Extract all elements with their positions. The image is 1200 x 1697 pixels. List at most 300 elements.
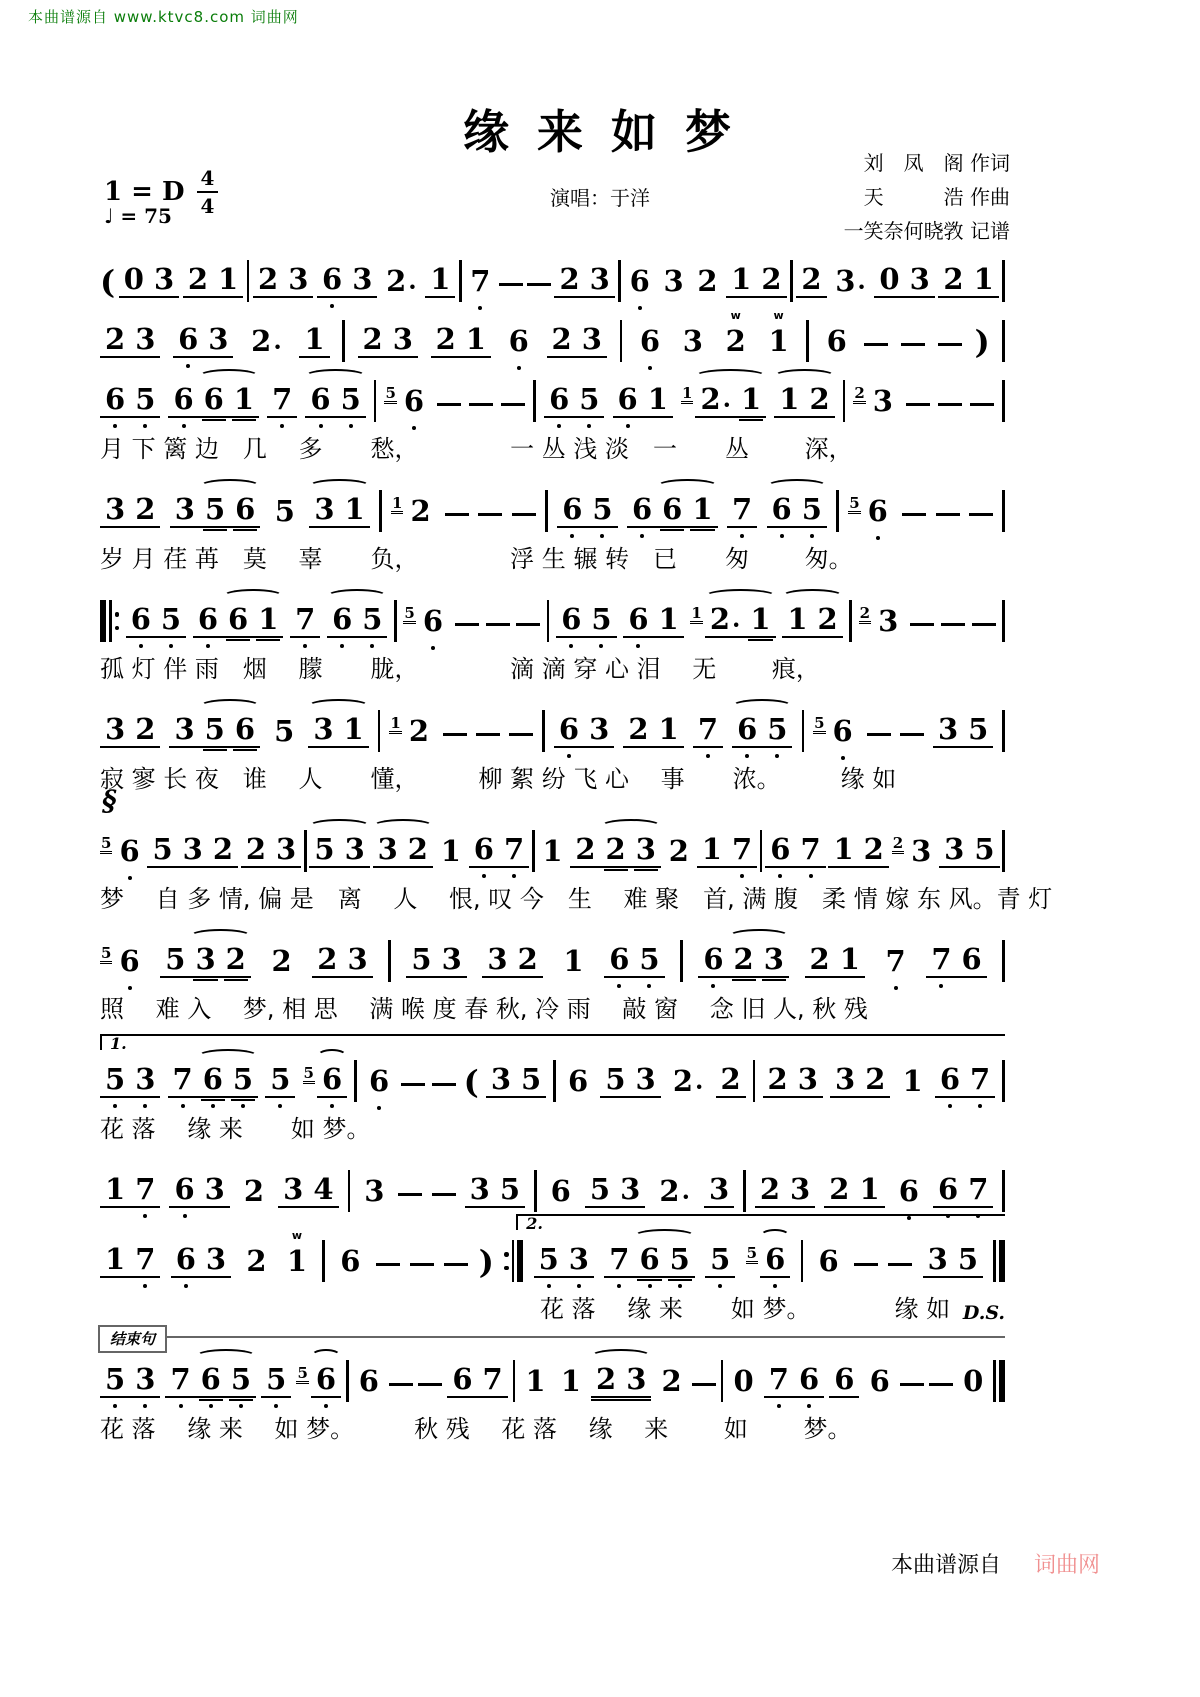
note xyxy=(340,832,370,866)
note-group xyxy=(296,1362,341,1398)
bl xyxy=(790,260,793,302)
duration-dash xyxy=(476,733,500,737)
note xyxy=(178,832,208,866)
note-digit: 5 xyxy=(152,832,173,866)
note-digit: 5 xyxy=(165,942,186,976)
note-digit: 3 xyxy=(635,832,656,866)
beam-group xyxy=(570,832,661,868)
volta-bracket xyxy=(100,1034,1005,1053)
note xyxy=(309,832,339,866)
barline xyxy=(790,260,793,298)
note xyxy=(359,1174,389,1208)
duration-dash xyxy=(499,283,523,287)
note-digit: 2 xyxy=(863,832,884,866)
note-group xyxy=(100,492,160,528)
note xyxy=(613,382,643,416)
note-digit: 5 xyxy=(270,1062,291,1096)
note xyxy=(169,712,199,746)
dal-segno-label: D.S. xyxy=(962,1302,1005,1324)
notation-row xyxy=(100,1162,1005,1211)
note-digit: 2 xyxy=(659,1174,680,1208)
note-digit: 1 xyxy=(740,382,762,416)
note xyxy=(767,492,797,526)
note-group xyxy=(391,494,436,528)
beam-group xyxy=(554,262,614,298)
beam-group xyxy=(317,262,377,298)
note-digit: 2 xyxy=(407,832,428,866)
low-octave-dot xyxy=(600,534,604,538)
low-octave-dot xyxy=(319,424,323,428)
beam-group xyxy=(246,324,287,361)
note-digit: 0 xyxy=(123,262,144,296)
duration-dash xyxy=(972,623,996,627)
note-digit: 6 xyxy=(175,1242,196,1276)
parenthesis: ) xyxy=(478,1243,494,1281)
note xyxy=(100,1362,130,1396)
duration-dash xyxy=(478,513,502,517)
note xyxy=(604,1242,634,1276)
bottom-watermark-text: 本曲谱源自 xyxy=(890,1553,1001,1578)
low-octave-dot xyxy=(617,1284,621,1288)
duration-dash xyxy=(389,1383,413,1387)
note-digit: 5 xyxy=(499,1172,520,1206)
note xyxy=(793,1062,823,1096)
note-group xyxy=(556,1364,586,1398)
note xyxy=(126,602,156,636)
bl xyxy=(1002,1170,1005,1212)
note-digit: 7 xyxy=(170,1362,191,1396)
barline xyxy=(547,600,550,638)
barline xyxy=(743,1170,746,1208)
note-digit: 6 xyxy=(898,1174,919,1208)
bl th xyxy=(999,1240,1005,1282)
slur-arc xyxy=(732,699,792,713)
note-digit: 0 xyxy=(879,262,900,296)
beam-group xyxy=(716,1062,746,1098)
note xyxy=(656,1364,686,1398)
note xyxy=(171,1242,201,1276)
note-group xyxy=(544,382,604,418)
note xyxy=(556,1364,586,1398)
note xyxy=(516,1062,546,1096)
note-group xyxy=(767,492,827,528)
note-group xyxy=(100,1172,160,1208)
note xyxy=(461,322,491,356)
duration-dash xyxy=(501,403,525,407)
note xyxy=(317,262,347,296)
beam-group xyxy=(354,1364,384,1398)
beam-group xyxy=(732,712,792,748)
bl xyxy=(801,1240,804,1282)
note xyxy=(100,1242,130,1276)
note-digit: 3 xyxy=(352,262,373,296)
duration-dash xyxy=(509,733,533,737)
low-octave-dot xyxy=(278,1104,282,1108)
beam-group xyxy=(312,942,372,978)
note-digit: 1 xyxy=(525,1364,546,1398)
notation-row xyxy=(100,372,1005,418)
note xyxy=(692,264,722,298)
note-digit: 2 xyxy=(105,322,126,356)
note-digit: 5 xyxy=(274,714,295,748)
note-digit: 6 xyxy=(826,324,847,358)
beam-group xyxy=(267,382,297,418)
note-group xyxy=(403,604,448,638)
beam-group xyxy=(625,264,655,298)
low-octave-dot xyxy=(113,424,117,428)
note-group xyxy=(126,602,186,638)
note-digit: 2 xyxy=(661,1364,682,1398)
note-digit: 5 xyxy=(314,832,335,866)
note-group xyxy=(813,714,858,748)
note xyxy=(213,262,243,296)
low-octave-dot xyxy=(640,534,644,538)
note xyxy=(687,492,717,526)
mordent-icon: w xyxy=(291,1229,303,1242)
lyrics-row: 岁 月 荏 苒 莫 辜 负， 浮 生 辗 转 已 匆 匆。 xyxy=(100,545,853,573)
note-group xyxy=(119,262,179,298)
note-digit: 0 xyxy=(963,1364,984,1398)
beam-group xyxy=(558,944,588,978)
note-digit: 6 xyxy=(939,1062,961,1096)
note-digit: 6 xyxy=(609,942,630,976)
note-digit: 1 xyxy=(465,322,486,356)
low-octave-dot xyxy=(143,1404,147,1408)
note-digit: 3 xyxy=(208,322,229,356)
augmentation-dot: · xyxy=(273,331,282,361)
note xyxy=(736,382,766,416)
beam-group xyxy=(824,1172,884,1208)
low-octave-dot xyxy=(740,534,744,538)
note-digit: 6 xyxy=(703,942,724,976)
note xyxy=(465,264,495,298)
note-digit: 3 xyxy=(581,322,602,356)
repeat-dots xyxy=(115,612,120,630)
note-digit: 7 xyxy=(135,1172,156,1206)
note xyxy=(183,262,213,296)
note-digit: 1 xyxy=(344,492,365,526)
note xyxy=(130,712,160,746)
beam-group xyxy=(114,834,144,868)
beam-group xyxy=(100,1242,160,1278)
note-digit: 2 xyxy=(551,322,572,356)
verse-line-2 xyxy=(100,482,1005,578)
note-group xyxy=(171,1242,231,1278)
note xyxy=(654,602,684,636)
beam-group xyxy=(705,1242,735,1278)
barline xyxy=(849,600,852,638)
beam-group xyxy=(865,1364,895,1398)
note xyxy=(165,1362,195,1396)
credits-block xyxy=(844,146,1010,248)
barline xyxy=(1002,260,1005,298)
low-octave-dot xyxy=(211,1104,215,1108)
beam-group xyxy=(764,309,794,358)
slur-arc xyxy=(695,369,766,383)
note-digit: 2 xyxy=(575,832,596,866)
grace-note: 2 xyxy=(892,834,904,852)
low-octave-dot xyxy=(807,1404,811,1408)
bridge-line-2 xyxy=(100,932,1005,1028)
note-group xyxy=(933,712,993,748)
note-group xyxy=(600,1062,660,1098)
note-digit: 1 xyxy=(859,1172,880,1206)
beam-group xyxy=(668,1064,709,1101)
brand-link[interactable]: 词曲网 xyxy=(1033,1553,1100,1578)
beam-group xyxy=(813,1244,843,1278)
barline xyxy=(532,830,535,868)
note xyxy=(230,712,260,746)
note xyxy=(657,492,687,526)
slur-arc xyxy=(705,589,776,603)
barline xyxy=(304,830,307,868)
note-group xyxy=(241,1244,271,1278)
beam-group xyxy=(828,832,888,868)
bl xyxy=(721,1360,724,1402)
bl xyxy=(304,830,307,872)
duration-dash xyxy=(469,403,493,407)
note xyxy=(168,382,198,416)
note-group xyxy=(635,324,665,358)
duration-dash xyxy=(432,1083,456,1087)
bl xyxy=(743,1170,746,1212)
note xyxy=(830,264,871,301)
low-octave-dot xyxy=(128,876,132,880)
duration-dash xyxy=(455,623,479,627)
bl xyxy=(753,1060,756,1102)
notation-row xyxy=(100,252,1005,301)
bl xyxy=(513,1360,516,1402)
note-digit: 3 xyxy=(663,264,684,298)
note xyxy=(482,942,512,976)
bl xyxy=(1002,1060,1005,1102)
barline xyxy=(513,1360,516,1398)
note-group xyxy=(830,1062,890,1098)
note-group xyxy=(406,942,466,978)
low-octave-dot xyxy=(113,1404,117,1408)
note-digit: 3 xyxy=(182,832,203,866)
note xyxy=(436,834,466,868)
beam-group xyxy=(266,944,296,978)
note xyxy=(764,1362,794,1396)
note-digit: 5 xyxy=(232,1062,254,1096)
note-digit: 6 xyxy=(119,834,140,868)
note-digit: 1 xyxy=(440,834,461,868)
barline xyxy=(802,710,805,748)
low-octave-dot xyxy=(143,424,147,428)
low-octave-dot xyxy=(648,366,652,370)
note xyxy=(591,1362,621,1396)
grace-note: 1 xyxy=(691,604,702,622)
note-group xyxy=(554,712,614,748)
note-group xyxy=(160,942,251,978)
note xyxy=(601,832,631,866)
note xyxy=(697,832,727,866)
bl xyxy=(1002,600,1005,642)
beam-group xyxy=(767,492,827,528)
note xyxy=(198,1062,228,1096)
note xyxy=(762,712,792,746)
note xyxy=(704,1172,734,1206)
volta-label: 1. xyxy=(110,1034,127,1053)
note xyxy=(813,602,843,636)
note xyxy=(785,1172,815,1206)
note-digit: 6 xyxy=(202,1062,223,1096)
note xyxy=(347,262,377,296)
note xyxy=(130,382,160,416)
note-digit: 6 xyxy=(867,494,888,528)
low-octave-dot xyxy=(557,424,561,428)
mordent-icon: w xyxy=(773,309,784,322)
beam-group xyxy=(160,942,251,978)
bl xyxy=(533,380,536,422)
barline xyxy=(1002,1170,1005,1208)
note-digit: 5 xyxy=(591,602,612,636)
note xyxy=(534,1242,564,1276)
note-group xyxy=(170,492,261,528)
note xyxy=(327,602,357,636)
low-octave-dot xyxy=(647,984,651,988)
note-group xyxy=(585,1172,645,1208)
note-group xyxy=(290,602,320,638)
note-digit: 0 xyxy=(733,1364,754,1398)
note xyxy=(317,1062,347,1096)
bl xyxy=(849,600,852,642)
low-octave-dot xyxy=(431,646,435,650)
note xyxy=(759,942,789,976)
note-digit: 6 xyxy=(765,1242,786,1276)
note xyxy=(600,1062,630,1096)
note xyxy=(813,1244,843,1278)
note xyxy=(190,942,220,976)
note xyxy=(829,1362,859,1396)
note-group xyxy=(267,382,297,418)
note-digit: 3 xyxy=(911,834,932,868)
note-group xyxy=(504,324,534,358)
beam-group xyxy=(923,1242,983,1278)
grace-note: 5 xyxy=(814,714,825,732)
beam-group xyxy=(504,324,534,358)
note xyxy=(388,322,418,356)
beam-group xyxy=(168,382,259,418)
beam-group xyxy=(805,942,865,978)
note-group xyxy=(774,382,834,418)
note-group xyxy=(623,712,683,748)
note-digit: 7 xyxy=(731,832,753,866)
note xyxy=(308,1172,338,1206)
note-group xyxy=(261,1362,291,1398)
note xyxy=(354,1364,384,1398)
barline xyxy=(1002,710,1005,748)
beam-group xyxy=(114,944,144,978)
note xyxy=(705,1242,735,1276)
lyrics-row: 花 落 缘 来 如 梦。 秋 残 花 落 缘 来 如 梦。 xyxy=(100,1415,852,1443)
bl xyxy=(545,490,548,532)
low-octave-dot xyxy=(143,1104,147,1108)
beam-group xyxy=(933,712,993,748)
note-digit: 6 xyxy=(235,492,256,526)
beam-group xyxy=(664,834,694,868)
bl xyxy=(806,320,809,362)
note xyxy=(271,832,301,866)
low-octave-dot xyxy=(636,644,640,648)
note-group xyxy=(604,942,664,978)
duration-dash xyxy=(867,733,891,737)
note xyxy=(130,1062,160,1096)
note-digit: 5 xyxy=(579,382,600,416)
note xyxy=(114,834,144,868)
beam-group xyxy=(627,492,718,528)
barline xyxy=(533,380,536,418)
note-digit: 1 xyxy=(233,382,255,416)
note-group xyxy=(469,832,529,868)
note xyxy=(716,1062,746,1096)
note-group xyxy=(681,382,766,419)
note-digit: 1 xyxy=(105,1172,126,1206)
slur-arc xyxy=(198,1049,258,1063)
slur-arc xyxy=(601,819,661,833)
note-group xyxy=(604,1242,695,1278)
note xyxy=(520,1364,550,1398)
grace-note: 1 xyxy=(682,384,693,402)
note-group xyxy=(312,942,372,978)
note-digit: 6 xyxy=(832,714,853,748)
beam-group xyxy=(358,322,418,358)
note-group xyxy=(335,1244,365,1278)
note-group xyxy=(537,834,567,868)
note-group xyxy=(729,1364,759,1398)
note-digit: 2 xyxy=(767,1062,788,1096)
note-digit: 1 xyxy=(304,322,325,356)
note-group xyxy=(169,1172,229,1208)
bl th xyxy=(999,1360,1005,1402)
note-digit: 1 xyxy=(779,382,800,416)
note xyxy=(963,1172,993,1206)
note-group xyxy=(482,942,542,978)
note-digit: 3 xyxy=(469,1172,490,1206)
note-digit: 6 xyxy=(562,492,583,526)
bl xyxy=(1002,940,1005,982)
note-group xyxy=(364,1064,394,1098)
note-digit: 5 xyxy=(710,1242,731,1276)
beam-group xyxy=(364,1064,394,1098)
beam-group xyxy=(405,494,435,528)
note-digit: 3 xyxy=(313,712,334,746)
note xyxy=(486,1062,516,1096)
note-group xyxy=(299,322,329,358)
note-digit: 6 xyxy=(119,944,140,978)
note-group xyxy=(241,832,301,868)
note xyxy=(201,1242,231,1276)
bl xyxy=(1002,380,1005,422)
beam-group xyxy=(697,832,757,868)
transcriber-credit: 一笑奈何晓敩 记谱 xyxy=(843,219,1010,243)
duration-dash xyxy=(437,403,461,407)
note-group xyxy=(100,382,160,418)
note-digit: 3 xyxy=(314,492,335,526)
beam-group xyxy=(253,262,313,298)
beam-group xyxy=(604,1242,695,1278)
beam-group xyxy=(705,602,776,639)
note-group xyxy=(431,322,491,358)
beam-group xyxy=(100,492,160,528)
note-digit: 6 xyxy=(200,1362,221,1396)
note-digit: 4 xyxy=(313,1172,334,1206)
note xyxy=(336,382,366,416)
note-digit: 3 xyxy=(364,1174,385,1208)
beam-group xyxy=(193,602,284,638)
beam-group xyxy=(830,1062,890,1098)
